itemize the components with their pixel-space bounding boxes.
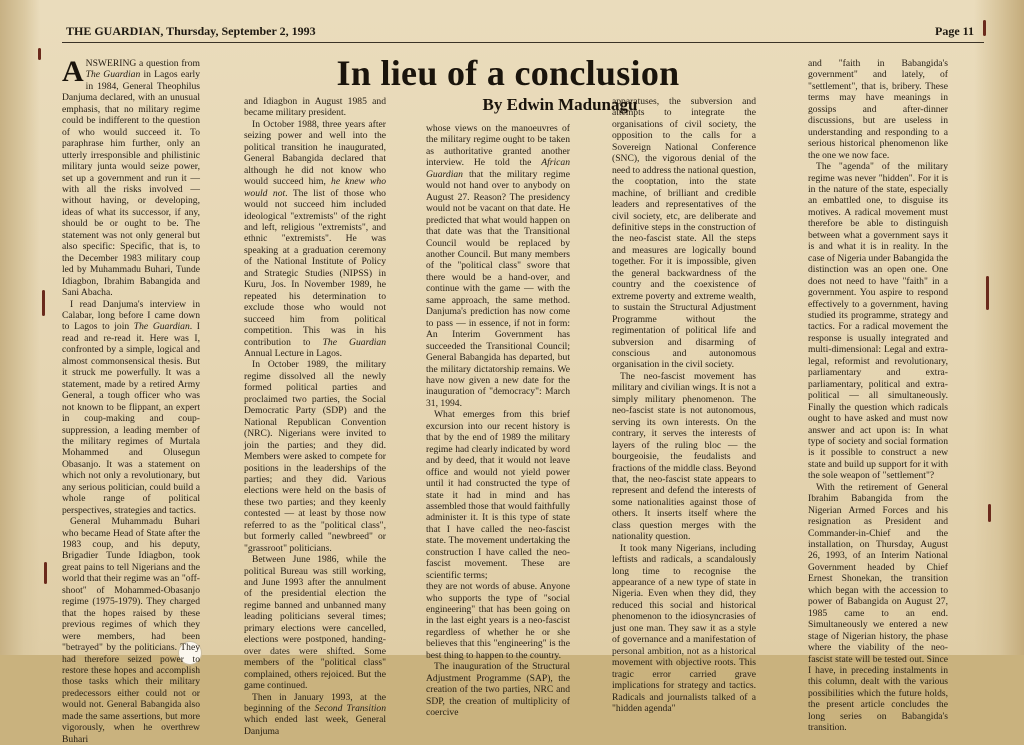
margin-mark [983, 20, 986, 36]
paragraph-text: in Lagos early in 1984, General Theophilus Danjuma declared, with an unusual emphasis, that no military regime could be indifferent to the question of who would succeed it. To paraphrase him further, only an utterly irresponsible and philistinic military junta would seize power, set up a government and run it — with all the risks involved — without having, or developing, ideas of what its successor, if any, should be or ought to be. The statement was not only general but also specific: Specific, that is, to the December 1983 military coup led by Muhammadu Buhari, Tunde Idiagbon, Ibrahim Babangida and Sani Abacha. [62, 69, 200, 299]
paragraph-text: NSWERING a question from [85, 58, 200, 69]
page-shadow-left [0, 0, 40, 655]
paragraph: The inauguration of the Structural Adjustment Programme (SAP), the creation of the two parties, NRC and SDP, the creation of multiplicity of coercive [426, 661, 570, 719]
drop-cap: A [62, 55, 84, 88]
paragraph [62, 299, 200, 517]
italic-text: Second Transition [314, 703, 387, 715]
paragraph [244, 119, 386, 360]
italic-text: The Guardian [133, 321, 190, 333]
paragraph: and Idiagbon in August 1985 and became military president. [244, 96, 386, 119]
article-headline: In lieu of a conclusion [336, 53, 680, 93]
paragraph [62, 55, 200, 299]
article-column-5 [808, 58, 948, 734]
paragraph [426, 123, 570, 409]
paragraph: What emerges from this brief excursion into our recent history is that by the end of 1989 the military regime had clearly indicated by word and by deed, that it would not leave office and would not yield power until it had constructed the type of state it had in mind and has assembled those that would faithfully administer it. It is this type of state that I have called the neo-fascist state. The movement undertaking the construction I have called the neo-fascist movement. These are scientific terms; [426, 409, 570, 581]
paragraph-text: . The list of those who would not succeed him included ideological "extremists" of the right and left, religious "extremists", and ethnic "extremists". He was speaking at a graduation ceremony of the National Institute of Policy and Strategic Studies (NIPSS) in Kuru, Jos. In November 1989, he repeated his determination to exclude those who would not succeed him from political competition. This was in his contribution to [244, 187, 386, 348]
paragraph: Between June 1986, while the political Bureau was still working, and June 1993 after the annulment of the presidential election the regime banned and unbanned many leading politicians several times; primary elections were cancelled, elections were postponed, handing-over dates were shifted. Some members of the "political class" complained, others rejoiced. But the game continued. [244, 554, 386, 692]
header-rule [62, 42, 984, 43]
paragraph: It took many Nigerians, including leftists and radicals, a scandalously long time to recognise the appearance of a new type of state in Nigeria. Even when they did, they reduced this social and historical phenomenon to the idiosyncrasies of just one man. They saw it as a style of governance and a manifestation of personal ambition, not as a historical movement with objective roots. This tragic error carried grave implications for strategy and tactics. Radicals and journalists talked of a "hidden agenda" [612, 542, 756, 715]
margin-mark [44, 562, 47, 584]
paragraph: The "agenda" of the military regime was never "hidden". For it is in the nature of the state, especially an embattled one, to disguise its motives. A radical movement must therefore be able to distinguish between what a government says it is and what it is in reality. In the case of Nigeria under Babangida the distinction was an open one. One does not need to have "faith" in a government. You aspire to respond effectively to a government, having studied its programme, strategy and tactics. For a radical movement the response is usually integrated and multi-dimensional: Legal and extra-legal, reformist and revolutionary, parliamentary and extra-parliamentary, political and extra-political — all simultaneously. Finally the question which radicals ought to have asked and must now answer and act upon is: In what type of society and social formation is it possible to construct a new state and build up support for it with the sole weapon of "settlement"? [808, 161, 948, 482]
article-byline: By Edwin Madunagu [482, 95, 638, 114]
article-column-3 [426, 123, 570, 719]
paragraph-text: Then in January 1993, at the beginning of the [244, 691, 386, 715]
paragraph: With the retirement of General Ibrahim Babangida from the Nigerian Armed Forces and his resignation as President and Commander-in-Chief and the installation, on Thursday, August 26, 1993, of an Interim National Government headed by Chief Ernest Shonekan, the transition which began with the accession to power of Babangida on August 27, 1985 came to an end. Simultaneously we entered a new stage of Nigerian history, the phase where the viability of the neo-fascist state will be tested out. Since I have, in preceding instalments in this column, dealt with the various possibilities which the future holds, the present article concludes the long series on Babangida's transition. [808, 481, 948, 734]
italic-text: he knew who would not [244, 176, 386, 199]
paragraph-text: I read Danjuma's interview in Calabar, long before I came down to Lagos to join [62, 298, 200, 333]
paragraph: and "faith in Babangida's government" and lately, of "settlement", that is, bribery. These terms may have meanings in gossips and after-dinner discussions, but are useless in understanding and responding to a serious historical phenomenon like the one we now face. [808, 58, 948, 161]
paragraph: they are not words of abuse. Anyone who supports the type of "social engineering" that has been going on in the last eight years is a neo-fascist regardless of whether he or she believes that this "engineering" is the best thing to happen to the country. [426, 581, 570, 661]
publication-dateline: THE GUARDIAN, Thursday, September 2, 1993 [66, 24, 316, 38]
margin-mark [986, 276, 989, 310]
margin-mark [988, 504, 991, 522]
page-number: Page 11 [935, 24, 974, 38]
paragraph-text: . I read and re-read it. Here was I, confronted by a simple, logical and almost commonsensical thesis. But it struck me powerfully. It was a statement, made by a retired Army General, a tough officer who was not known to be flippant, an expert in coup-making and coup-suppression, a leading member of the military regimes of Murtala Mohammed and Olusegun Obasanjo. It was a statement on which not only a revolutionary, but any serious politician, could build a whole range of political perspectives, strategies and tactics. [62, 321, 200, 516]
italic-text: The Guardian [322, 336, 387, 348]
italic-text: African Guardian [426, 157, 570, 180]
margin-mark [38, 48, 41, 60]
paragraph: The neo-fascist movement has military and civilian wings. It is not a simply military phenomenon. The neo-fascist state is not autonomous, serving its own interests. On the contrary, it serves the interests of layers of the ruling bloc — the bourgeoisie, the feudalists and fractions of the middle class. Beyond that, the neo-fascist state appears to represent and defend the interests of some nationalities against those of others. It inserts itself where the class question merges with the nationality question. [612, 370, 756, 543]
article-column-1 [62, 55, 200, 745]
italic-text: The Guardian [85, 69, 141, 81]
paragraph: apparatuses, the subversion and attempts to integrate the organisations of civil society, the opposition to the calls for a Sovereign National Conference (SNC), the vigorous denial of the need to address the national question, the cooptation, into the state machine, of brilliant and credible leaders and representatives of the civil society, etc, are deliberate and definitive steps in the construction of the neo-fascist state. All the steps and measures are logically bound together. For it is impossible, given the general backwardness of the country and the coexistence of extreme poverty and extreme wealth, to sustain the Structural Adjustment Programme without the regimentation of political life and subversion and disarming of conscious and autonomous organisation in the civil society. [612, 96, 756, 371]
paragraph-text: In October 1988, three years after seizing power and well into the political transition he inaugurated, General Babangida declared that although he did not know who would succeed him, [244, 118, 386, 188]
article-column-2 [244, 96, 387, 737]
paragraph-text: Annual Lecture in Lagos. [244, 347, 343, 359]
paragraph: General Muhammadu Buhari who became Head of State after the 1983 coup, and his deputy, Brigadier Tunde Idiagbon, took great pains to tell Nigerians and the world that their regime was an "off-shoot" of Mohammed-Obasanjo regime (1975-1979). They charged that the hopes raised by these previous regimes of which they were members, had been "betrayed" by the politicians. They had therefore seized power to restore these hopes and accomplish those tasks which their military predecessors either could not or would not. General Babangida also made the same assertions, but more vigorously, when he overthrew Buhari [62, 516, 200, 745]
article-column-4 [612, 96, 756, 715]
paragraph-text: that the military regime would not hand over to anybody on August 27. Reason? The presidency would not be vacant on that date. He predicted that what would happen on that date was that the Transitional Council would be replaced by another Council. But many members of the "political class" swore that there would be a hand-over, and continue with the game — with the same approach, the same method. Danjuma's prediction has now come to pass — in essence, if not in form: An Interim Government has succeeded the Transitional Council; General Babangida has departed, but the military dictatorship remains. We have now given a new date for the inauguration of "democracy": March 31, 1994. [426, 168, 570, 409]
paragraph [244, 692, 386, 738]
page-shadow-right [974, 0, 1024, 655]
page-header [66, 24, 974, 42]
paragraph-text: whose views on the manoeuvres of the military regime ought to be taken as authoritative granted another interview. He told the [426, 123, 570, 169]
paragraph: In October 1989, the military regime dissolved all the newly formed political parties and proclaimed two parties, the Social Democratic Party (SDP) and the National Republican Convention (NRC). Nigerians were invited to join the parties; and they did. Members were asked to compete for positions in the leaderships of the parties; and they did. Various elections were held on the basis of these two parties; and they keenly contested — at least by those now referred to as the "political class", but formerly called "newbreed" or "grassroot" politicians. [244, 359, 386, 554]
paragraph-text: which ended last week, General Danjuma [244, 714, 386, 737]
margin-mark [42, 290, 45, 316]
